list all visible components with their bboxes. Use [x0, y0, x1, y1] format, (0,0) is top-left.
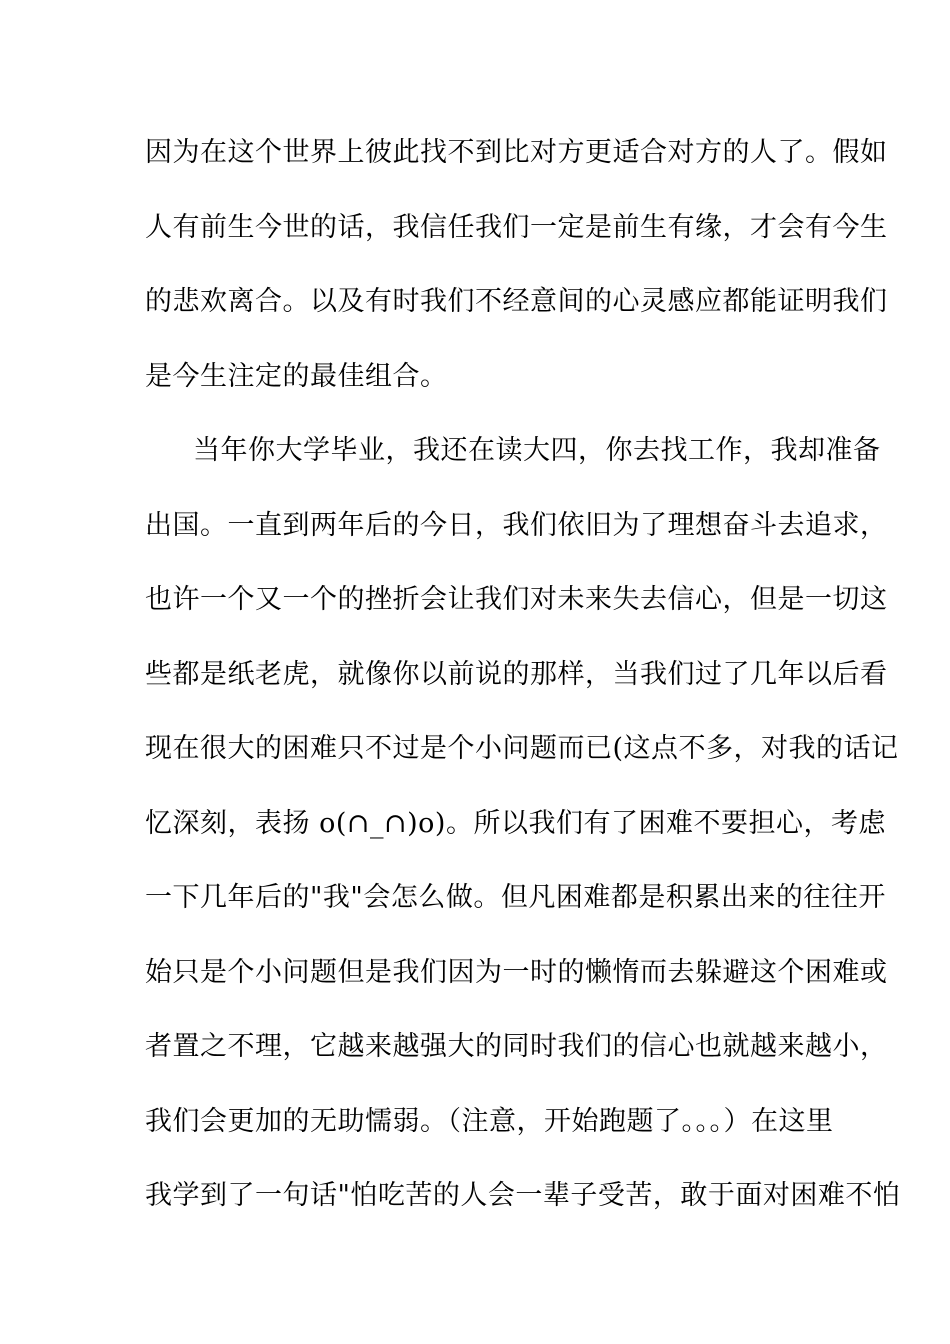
text-line: 的悲欢离合。以及有时我们不经意间的心灵感应都能证明我们: [145, 286, 888, 317]
text-line: 出国。一直到两年后的今日，我们依旧为了理想奋斗去追求，: [145, 509, 888, 541]
paragraph-start-line: 当年你大学毕业，我还在读大四，你去找工作，我却准备: [193, 435, 881, 466]
text-line: 现在很大的困难只不过是个小问题而已(这点不多，对我的话记: [145, 733, 899, 764]
text-line: 是今生注定的最佳组合。: [145, 360, 448, 392]
text-line: 人有前生今世的话，我信任我们一定是前生有缘，才会有今生: [145, 211, 888, 243]
text-line: 我们会更加的无助懦弱。（注意，开始跑题了。。。）在这里: [145, 1105, 834, 1137]
text-line: 我学到了一句话"怕吃苦的人会一辈子受苦，敢于面对困难不怕: [145, 1180, 901, 1211]
text-line: 因为在这个世界上彼此找不到比对方更适合对方的人了。假如: [145, 137, 888, 168]
text-line: 者置之不理，它越来越强大的同时我们的信心也就越来越小，: [145, 1031, 888, 1062]
text-line: 也许一个又一个的挫折会让我们对未来失去信心，但是一切这: [145, 584, 888, 615]
body-text: [145, 124, 901, 1242]
text-line: 忆深刻，表扬 o(∩_∩)o)。所以我们有了困难不要担心，考虑: [145, 807, 886, 839]
text-line: 一下几年后的"我"会怎么做。但凡困难都是积累出来的往往开: [145, 882, 886, 913]
text-line: 些都是纸老虎，就像你以前说的那样，当我们过了几年以后看: [145, 658, 888, 690]
text-line: 始只是个小问题但是我们因为一时的懒惰而去躲避这个困难或: [145, 956, 888, 988]
